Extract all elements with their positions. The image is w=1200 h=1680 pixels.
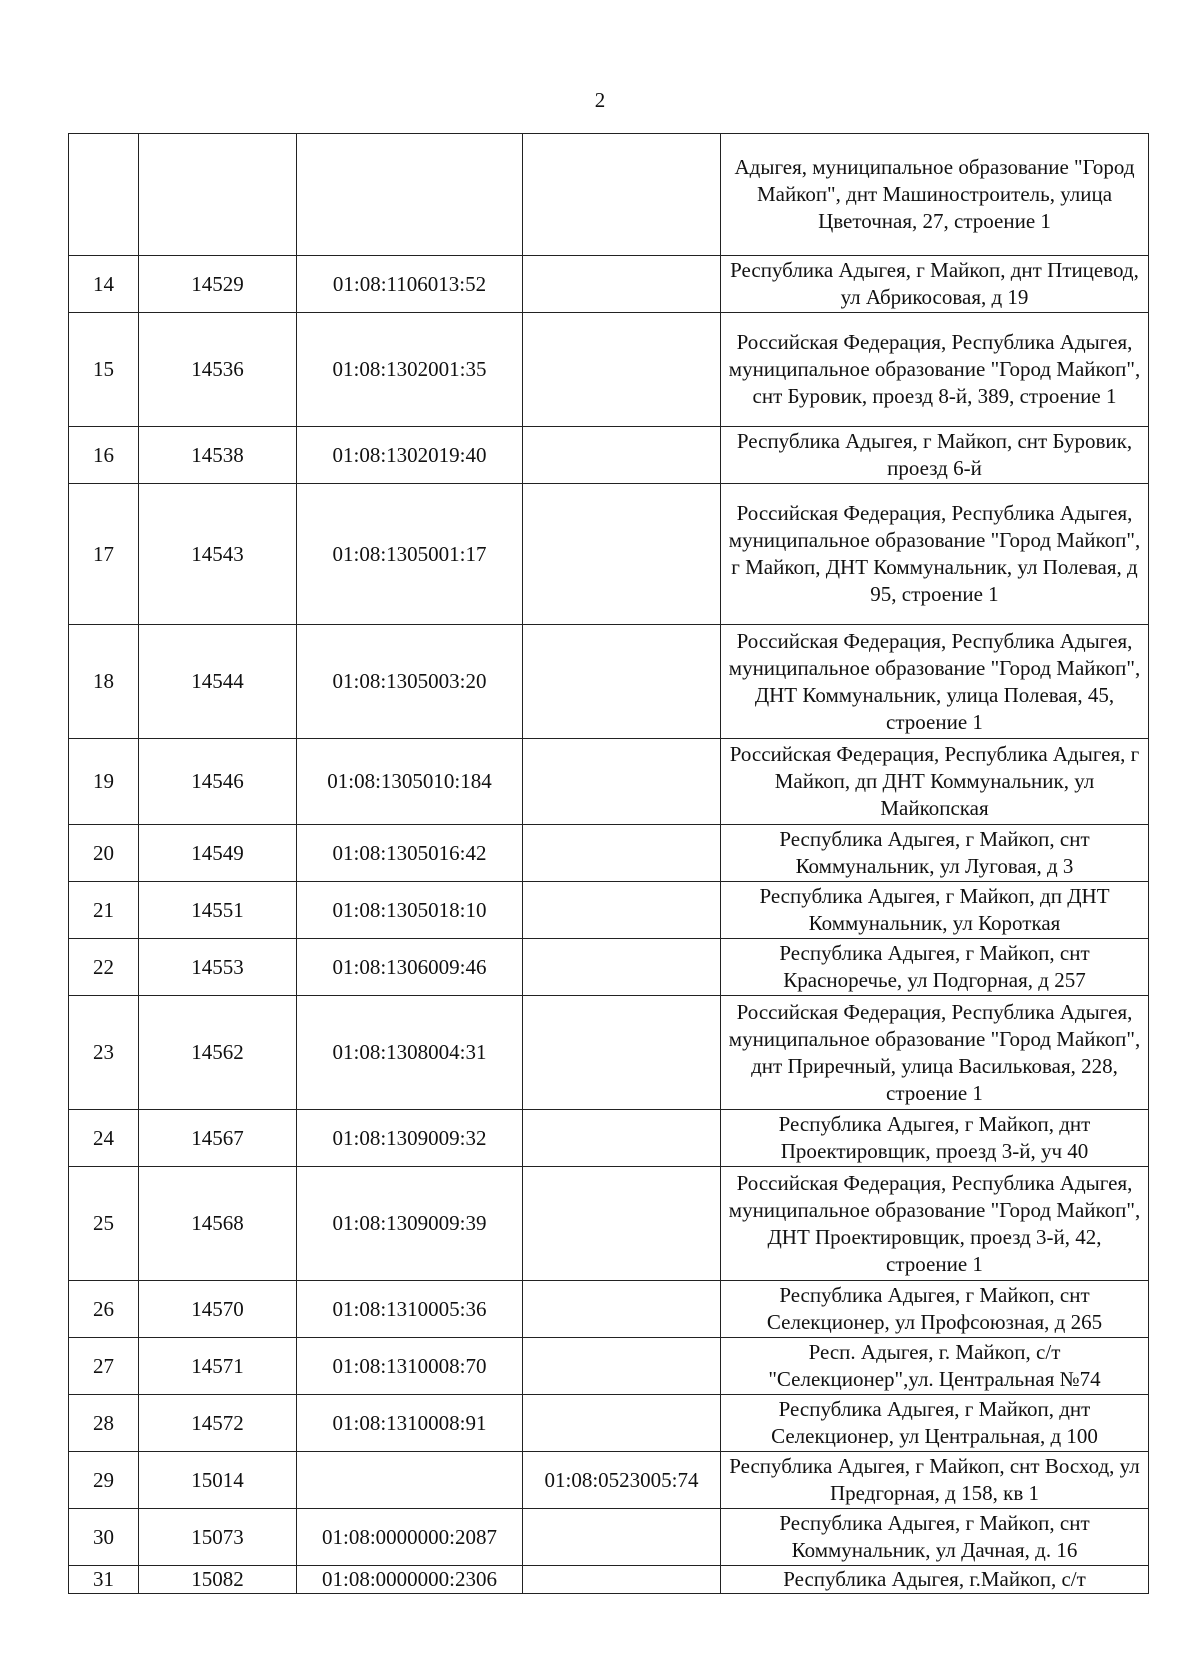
row-number-cell: 29 <box>69 1452 139 1509</box>
address-cell: Республика Адыгея, г Майкоп, снт Селекционер, ул Профсоюзная, д 265 <box>721 1281 1149 1338</box>
address-cell: Республика Адыгея, г Майкоп, снт Коммунальник, ул Луговая, д 3 <box>721 825 1149 882</box>
building-cadastral-number-cell <box>523 1281 721 1338</box>
registry-number-cell: 14551 <box>139 882 297 939</box>
table-row <box>69 739 1149 825</box>
row-number-cell: 17 <box>69 484 139 625</box>
address-cell: Республика Адыгея, г Майкоп, днт Птицевод, ул Абрикосовая, д 19 <box>721 256 1149 313</box>
address-cell: Республика Адыгея, г Майкоп, снт Буровик, проезд 6-й <box>721 427 1149 484</box>
row-number-cell: 18 <box>69 625 139 739</box>
cadastral-number-cell: 01:08:1310005:36 <box>297 1281 523 1338</box>
address-cell: Российская Федерация, Республика Адыгея, г Майкоп, дп ДНТ Коммунальник, ул Майкопская <box>721 739 1149 825</box>
registry-number-cell <box>139 134 297 256</box>
registry-number-cell: 15082 <box>139 1566 297 1594</box>
building-cadastral-number-cell <box>523 939 721 996</box>
table-row <box>69 1281 1149 1338</box>
registry-number-cell: 14536 <box>139 313 297 427</box>
address-cell: Республика Адыгея, г Майкоп, днт Селекционер, ул Центральная, д 100 <box>721 1395 1149 1452</box>
cadastral-number-cell: 01:08:1309009:39 <box>297 1167 523 1281</box>
address-cell: Республика Адыгея, г.Майкоп, с/т <box>721 1566 1149 1594</box>
cadastral-number-cell: 01:08:0000000:2087 <box>297 1509 523 1566</box>
address-cell: Республика Адыгея, г Майкоп, снт Коммунальник, ул Дачная, д. 16 <box>721 1509 1149 1566</box>
building-cadastral-number-cell <box>523 825 721 882</box>
table-row <box>69 996 1149 1110</box>
address-cell: Российская Федерация, Республика Адыгея, муниципальное образование "Город Майкоп", снт Буровик, проезд 8-й, 389, строение 1 <box>721 313 1149 427</box>
table-row <box>69 427 1149 484</box>
table-row <box>69 1509 1149 1566</box>
registry-table-body <box>69 134 1149 1594</box>
cadastral-number-cell: 01:08:1305018:10 <box>297 882 523 939</box>
cadastral-number-cell: 01:08:1310008:91 <box>297 1395 523 1452</box>
address-cell: Республика Адыгея, г Майкоп, днт Проектировщик, проезд 3-й, уч 40 <box>721 1110 1149 1167</box>
table-row <box>69 313 1149 427</box>
building-cadastral-number-cell <box>523 256 721 313</box>
table-row <box>69 1395 1149 1452</box>
address-cell: Адыгея, муниципальное образование "Город Майкоп", днт Машиностроитель, улица Цветочная, 27, строение 1 <box>721 134 1149 256</box>
table-row <box>69 882 1149 939</box>
registry-number-cell: 14567 <box>139 1110 297 1167</box>
table-row <box>69 484 1149 625</box>
registry-number-cell: 14570 <box>139 1281 297 1338</box>
row-number-cell: 14 <box>69 256 139 313</box>
cadastral-number-cell: 01:08:1308004:31 <box>297 996 523 1110</box>
address-cell: Российская Федерация, Республика Адыгея, муниципальное образование "Город Майкоп", ДНТ Коммунальник, улица Полевая, 45, строение 1 <box>721 625 1149 739</box>
building-cadastral-number-cell <box>523 1566 721 1594</box>
building-cadastral-number-cell <box>523 484 721 625</box>
row-number-cell: 30 <box>69 1509 139 1566</box>
row-number-cell: 24 <box>69 1110 139 1167</box>
registry-number-cell: 14543 <box>139 484 297 625</box>
cadastral-number-cell: 01:08:1302001:35 <box>297 313 523 427</box>
row-number-cell: 25 <box>69 1167 139 1281</box>
row-number-cell: 19 <box>69 739 139 825</box>
registry-number-cell: 14571 <box>139 1338 297 1395</box>
registry-number-cell: 14544 <box>139 625 297 739</box>
registry-number-cell: 14562 <box>139 996 297 1110</box>
cadastral-number-cell <box>297 1452 523 1509</box>
registry-number-cell: 14568 <box>139 1167 297 1281</box>
row-number-cell: 15 <box>69 313 139 427</box>
registry-number-cell: 14538 <box>139 427 297 484</box>
building-cadastral-number-cell <box>523 882 721 939</box>
table-row <box>69 134 1149 256</box>
row-number-cell: 27 <box>69 1338 139 1395</box>
cadastral-number-cell: 01:08:1305001:17 <box>297 484 523 625</box>
address-cell: Респ. Адыгея, г. Майкоп, с/т "Селекционер",ул. Центральная №74 <box>721 1338 1149 1395</box>
building-cadastral-number-cell <box>523 625 721 739</box>
address-cell: Российская Федерация, Республика Адыгея, муниципальное образование "Город Майкоп", ДНТ Проектировщик, проезд 3-й, 42, строение 1 <box>721 1167 1149 1281</box>
registry-number-cell: 14549 <box>139 825 297 882</box>
cadastral-number-cell: 01:08:1302019:40 <box>297 427 523 484</box>
page-number: 2 <box>594 88 606 112</box>
row-number-cell: 16 <box>69 427 139 484</box>
registry-number-cell: 14546 <box>139 739 297 825</box>
cadastral-number-cell: 01:08:1305016:42 <box>297 825 523 882</box>
building-cadastral-number-cell: 01:08:0523005:74 <box>523 1452 721 1509</box>
cadastral-number-cell: 01:08:1310008:70 <box>297 1338 523 1395</box>
building-cadastral-number-cell <box>523 1167 721 1281</box>
cadastral-number-cell: 01:08:1305003:20 <box>297 625 523 739</box>
address-cell: Российская Федерация, Республика Адыгея, муниципальное образование "Город Майкоп", г Майкоп, ДНТ Коммунальник, ул Полевая, д 95, строение 1 <box>721 484 1149 625</box>
address-cell: Республика Адыгея, г Майкоп, снт Красноречье, ул Подгорная, д 257 <box>721 939 1149 996</box>
address-cell: Российская Федерация, Республика Адыгея, муниципальное образование "Город Майкоп", днт Приречный, улица Васильковая, 228, строение 1 <box>721 996 1149 1110</box>
table-row <box>69 825 1149 882</box>
row-number-cell: 31 <box>69 1566 139 1594</box>
row-number-cell: 20 <box>69 825 139 882</box>
cadastral-number-cell <box>297 134 523 256</box>
registry-table <box>68 133 1149 1594</box>
row-number-cell: 22 <box>69 939 139 996</box>
cadastral-number-cell: 01:08:1305010:184 <box>297 739 523 825</box>
registry-number-cell: 15014 <box>139 1452 297 1509</box>
table-row <box>69 256 1149 313</box>
building-cadastral-number-cell <box>523 313 721 427</box>
cadastral-number-cell: 01:08:1309009:32 <box>297 1110 523 1167</box>
table-row <box>69 1452 1149 1509</box>
row-number-cell: 23 <box>69 996 139 1110</box>
cadastral-number-cell: 01:08:1106013:52 <box>297 256 523 313</box>
table-row <box>69 1566 1149 1594</box>
row-number-cell: 21 <box>69 882 139 939</box>
row-number-cell: 26 <box>69 1281 139 1338</box>
table-row <box>69 625 1149 739</box>
table-row <box>69 939 1149 996</box>
cadastral-number-cell: 01:08:0000000:2306 <box>297 1566 523 1594</box>
cadastral-number-cell: 01:08:1306009:46 <box>297 939 523 996</box>
building-cadastral-number-cell <box>523 134 721 256</box>
registry-number-cell: 14572 <box>139 1395 297 1452</box>
row-number-cell: 28 <box>69 1395 139 1452</box>
registry-number-cell: 15073 <box>139 1509 297 1566</box>
building-cadastral-number-cell <box>523 1110 721 1167</box>
address-cell: Республика Адыгея, г Майкоп, снт Восход, ул Предгорная, д 158, кв 1 <box>721 1452 1149 1509</box>
building-cadastral-number-cell <box>523 1509 721 1566</box>
registry-number-cell: 14529 <box>139 256 297 313</box>
building-cadastral-number-cell <box>523 1395 721 1452</box>
address-cell: Республика Адыгея, г Майкоп, дп ДНТ Коммунальник, ул Короткая <box>721 882 1149 939</box>
registry-number-cell: 14553 <box>139 939 297 996</box>
building-cadastral-number-cell <box>523 996 721 1110</box>
row-number-cell <box>69 134 139 256</box>
table-row <box>69 1167 1149 1281</box>
building-cadastral-number-cell <box>523 427 721 484</box>
building-cadastral-number-cell <box>523 739 721 825</box>
building-cadastral-number-cell <box>523 1338 721 1395</box>
table-row <box>69 1338 1149 1395</box>
table-row <box>69 1110 1149 1167</box>
